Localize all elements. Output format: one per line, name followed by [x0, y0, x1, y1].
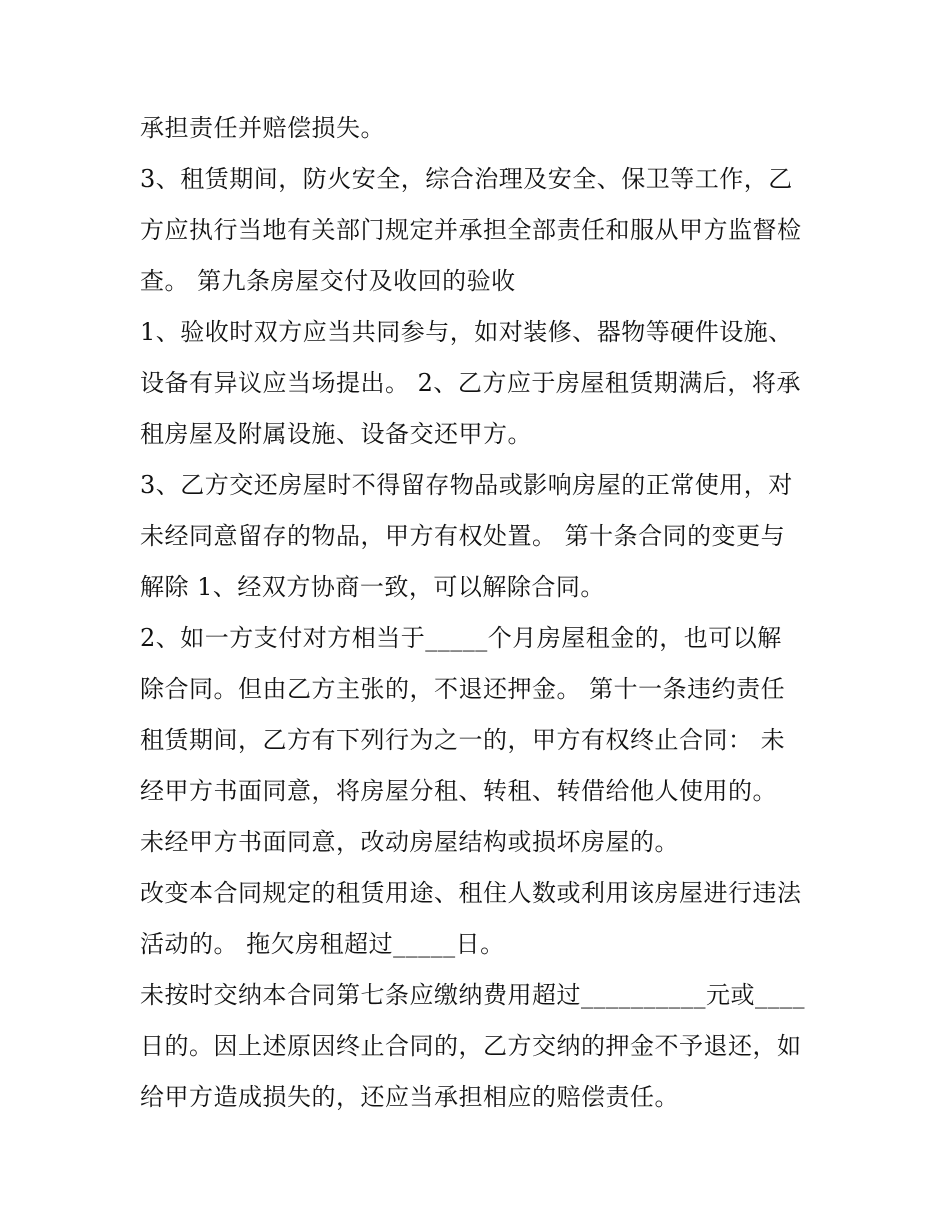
- text-line: 未经同意留存的物品，甲方有权处置。 第十条合同的变更与: [140, 522, 786, 550]
- text-line: 给甲方造成损失的，还应当承担相应的赔偿责任。: [140, 1083, 679, 1111]
- text-line: 1、验收时双方应当共同参与，如对装修、器物等硬件设施、: [140, 318, 793, 346]
- text-line: 解除 1、经双方协商一致，可以解除合同。: [140, 573, 605, 601]
- text-line: 方应执行当地有关部门规定并承担全部责任和服从甲方监督检: [140, 216, 802, 244]
- text-line: 除合同。但由乙方主张的，不退还押金。 第十一条违约责任: [140, 675, 786, 703]
- text-line: 查。 第九条房屋交付及收回的验收: [140, 267, 516, 295]
- text-line: 租赁期间，乙方有下列行为之一的，甲方有权终止合同： 未: [140, 726, 786, 754]
- text-line: 经甲方书面同意，将房屋分租、转租、转借给他人使用的。: [140, 777, 777, 805]
- text-line: 承担责任并赔偿损失。: [140, 114, 385, 142]
- text-line: 未按时交纳本合同第七条应缴纳费用超过__________元或____: [140, 981, 805, 1009]
- text-line: 租房屋及附属设施、设备交还甲方。: [140, 420, 532, 448]
- text-line: 3、乙方交还房屋时不得留存物品或影响房屋的正常使用，对: [140, 471, 793, 499]
- text-line: 设备有异议应当场提出。 2、乙方应于房屋租赁期满后，将承: [140, 369, 801, 397]
- text-line: 改变本合同规定的租赁用途、租住人数或利用该房屋进行违法: [140, 879, 802, 907]
- text-line: 2、如一方支付对方相当于_____个月房屋租金的，也可以解: [140, 624, 782, 652]
- text-line: 未经甲方书面同意，改动房屋结构或损坏房屋的。: [140, 828, 679, 856]
- text-line: 3、租赁期间，防火安全，综合治理及安全、保卫等工作，乙: [140, 165, 793, 193]
- text-line: 活动的。 拖欠房租超过_____日。: [140, 930, 505, 958]
- text-line: 日的。因上述原因终止合同的，乙方交纳的押金不予退还，如: [140, 1032, 802, 1060]
- document-body: [140, 103, 820, 1123]
